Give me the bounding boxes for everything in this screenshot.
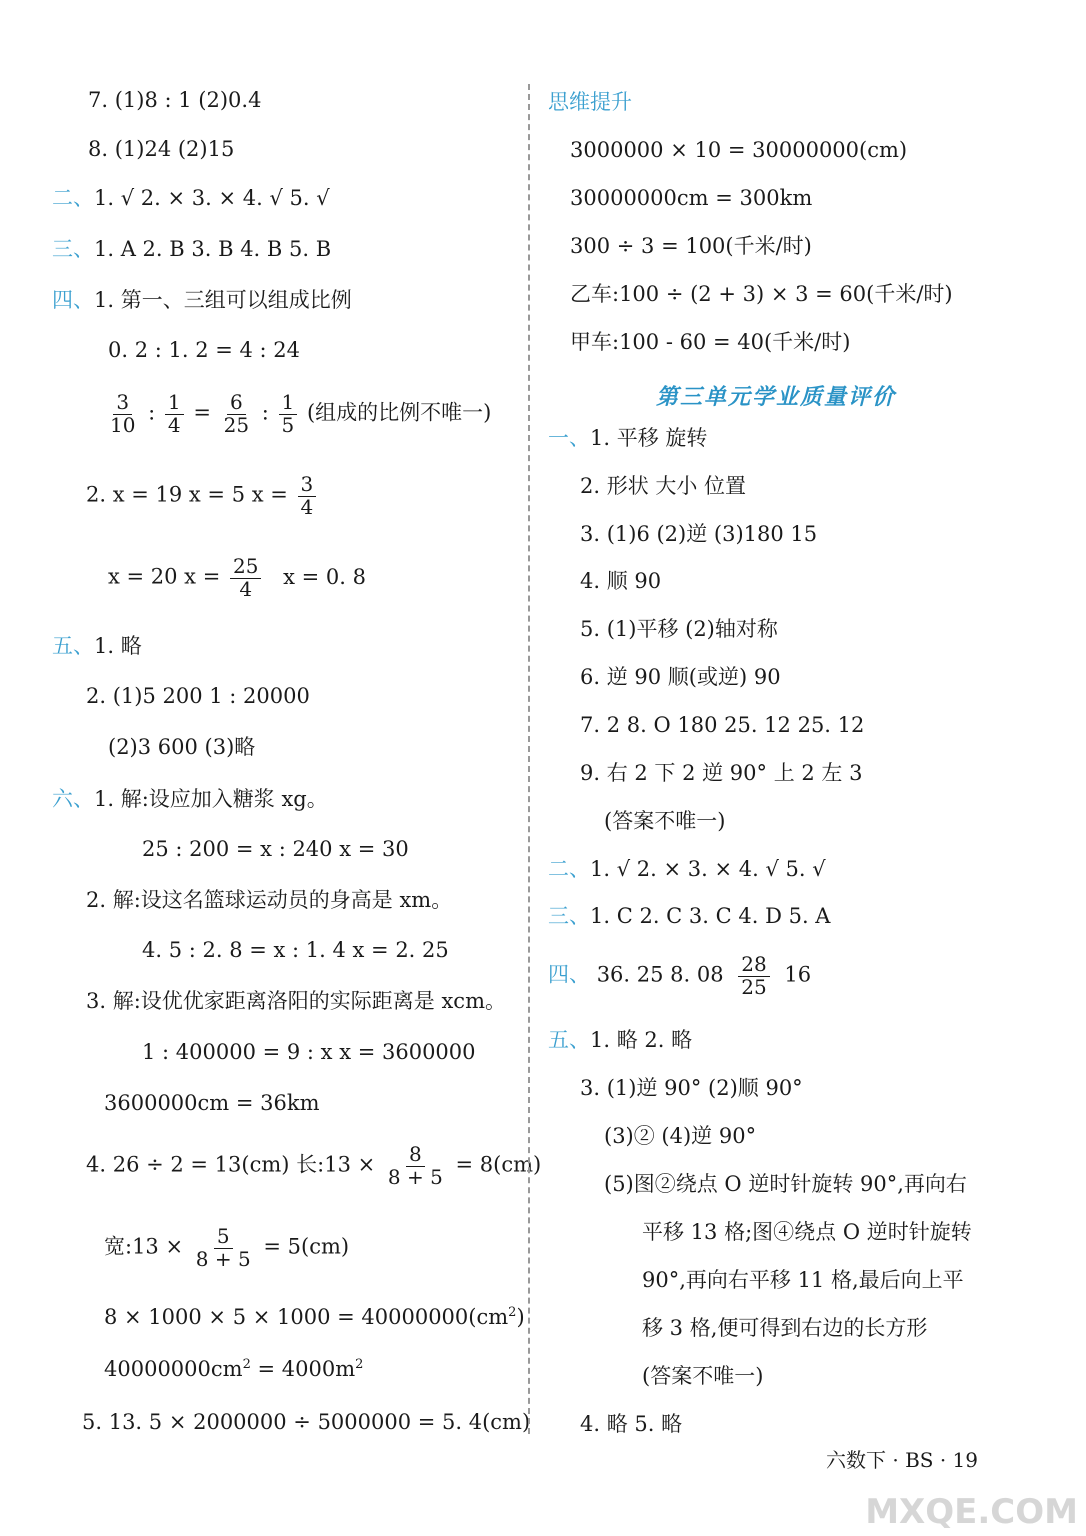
fraction-ratio-line: $\frac{3}{10}$ : $\frac{1}{4}$ = $\frac{6}{25}$ : $\frac{1}{5}$ (组成的比例不唯一) <box>104 392 491 436</box>
fraction: $\frac{1}{4}$ <box>165 392 184 436</box>
answer-line: 1 : 400000 = 9 : x x = 3600000 <box>142 1040 476 1064</box>
answer-line: 6. 逆 90 顺(或逆) 90 <box>580 665 781 689</box>
answer-line: (2)3 600 (3)略 <box>108 735 256 759</box>
answer-line: 7. (1)8 : 1 (2)0.4 <box>88 88 262 112</box>
fraction: $\frac{3}{4}$ <box>298 474 317 518</box>
answer-line: 3. (1)6 (2)逆 (3)180 15 <box>580 522 818 546</box>
answer-text: 1. C 2. C 3. C 4. D 5. A <box>590 904 831 928</box>
answer-line: $40000000cm^2 = 4000m^2$ <box>104 1357 364 1381</box>
answer-line: 平移 13 格;图④绕点 O 逆时针旋转 <box>642 1220 972 1244</box>
answer-line: $8 \times 1000 \times 5 \times 1000 = 40000000(cm^2)$ <box>104 1305 525 1329</box>
answer-text: 1. 解:设应加入糖浆 xg。 <box>94 787 328 811</box>
answer-line <box>52 288 352 313</box>
answer-line: 2. (1)5 200 1 : 20000 <box>86 684 310 708</box>
fraction-line: 四、 36. 25 8. 08 $\frac{28}{25}$ 16 <box>548 952 812 999</box>
section-label: 六、 <box>52 787 94 811</box>
fraction: $\frac{25}{4}$ <box>230 556 261 600</box>
answer-line: 2. 解:设这名篮球运动员的身高是 xm。 <box>86 888 453 912</box>
answer-line: (5)图②绕点 O 逆时针旋转 90°,再向右 <box>604 1172 967 1196</box>
answer-line <box>52 787 328 812</box>
fraction: $\frac{1}{5}$ <box>279 392 298 436</box>
answer-line: 300 ÷ 3 = 100(千米/时) <box>570 234 812 258</box>
answer-line: 移 3 格,便可得到右边的长方形 <box>642 1316 928 1340</box>
section-label: 五、 <box>52 634 94 658</box>
fraction: $\frac{5}{8 + 5}$ <box>195 1224 251 1271</box>
answer-line: 7. 2 8. O 180 25. 12 25. 12 <box>580 713 865 737</box>
answer-line: 2. 形状 大小 位置 <box>580 474 747 498</box>
section-label: 四、 <box>548 962 590 987</box>
answer-line: 9. 右 2 下 2 逆 90° 上 2 左 3 <box>580 761 863 785</box>
answer-line: (3)② (4)逆 90° <box>604 1124 757 1148</box>
section-label: 一、 <box>548 426 590 450</box>
answer-line <box>548 1028 692 1053</box>
answer-line: 5. 13. 5 × 2000000 ÷ 5000000 = 5. 4(cm) <box>82 1410 531 1434</box>
section-label: 四、 <box>52 288 94 312</box>
fraction-line: 4. 26 ÷ 2 = 13(cm) 长:13 × $\frac{8}{8 + 5}$ = 8(cm) <box>86 1142 542 1189</box>
answer-line: 90°,再向右平移 11 格,最后向上平 <box>642 1268 964 1292</box>
fraction: $\frac{3}{10}$ <box>110 390 136 437</box>
answer-line <box>548 426 707 451</box>
answer-text: 1. 第一、三组可以组成比例 <box>94 288 352 312</box>
answer-text: 1. 略 <box>94 634 142 658</box>
section-label: 二、 <box>548 857 590 881</box>
answer-text: 1. 略 2. 略 <box>590 1028 693 1052</box>
answer-line: 3000000 × 10 = 30000000(cm) <box>570 138 908 162</box>
answer-text: 1. 平移 旋转 <box>590 426 708 450</box>
fraction-line: 2. x = 19 x = 5 x = $\frac{3}{4}$ <box>86 474 319 518</box>
fraction: $\frac{8}{8 + 5}$ <box>387 1142 443 1189</box>
fraction: $\frac{28}{25}$ <box>738 954 769 998</box>
section-label: 思维提升 <box>548 90 632 114</box>
answer-line: 0. 2 : 1. 2 = 4 : 24 <box>108 338 301 362</box>
answer-line: 4. 5 : 2. 8 = x : 1. 4 x = 2. 25 <box>142 938 449 962</box>
answer-line <box>548 904 830 929</box>
answer-line: 8. (1)24 (2)15 <box>88 137 235 161</box>
fraction-line: x = 20 x = $\frac{25}{4}$ x = 0. 8 <box>108 554 367 601</box>
answer-line: 3. (1)逆 90° (2)顺 90° <box>580 1076 803 1100</box>
answer-text: 1. A 2. B 3. B 4. B 5. B <box>94 237 332 261</box>
unit-heading: 第三单元学业质量评价 <box>656 385 897 410</box>
answer-line: 4. 略 5. 略 <box>580 1412 683 1436</box>
answer-line: 4. 顺 90 <box>580 569 662 593</box>
answer-line: (答案不唯一) <box>604 809 726 833</box>
page-footer: 六数下 · BS · 19 <box>826 1448 978 1472</box>
answer-line <box>52 237 331 262</box>
answer-line: 30000000cm = 300km <box>570 186 813 210</box>
answer-text: 1. √ 2. × 3. × 4. √ 5. √ <box>94 186 330 210</box>
answer-line: 3600000cm = 36km <box>104 1091 320 1115</box>
answer-line: (答案不唯一) <box>642 1364 764 1388</box>
answer-line: 乙车:100 ÷ (2 + 3) × 3 = 60(千米/时) <box>570 282 953 306</box>
section-label: 三、 <box>52 237 94 261</box>
answer-text: 1. √ 2. × 3. × 4. √ 5. √ <box>590 857 826 881</box>
section-label: 二、 <box>52 186 94 210</box>
fraction-line: 宽:13 × $\frac{5}{8 + 5}$ = 5(cm) <box>104 1224 350 1271</box>
answer-line <box>52 186 330 211</box>
watermark-logo: MXQE.COM <box>865 1492 1078 1532</box>
answer-line: 甲车:100 - 60 = 40(千米/时) <box>570 330 851 354</box>
section-label: 五、 <box>548 1028 590 1052</box>
fraction: $\frac{6}{25}$ <box>223 390 250 437</box>
answer-line: 5. (1)平移 (2)轴对称 <box>580 617 778 641</box>
answer-line <box>52 634 142 659</box>
answer-line <box>548 857 826 882</box>
answer-line: 3. 解:设优优家距离洛阳的实际距离是 xcm。 <box>86 989 506 1013</box>
answer-line: 25 : 200 = x : 240 x = 30 <box>142 837 409 861</box>
column-divider <box>528 84 530 1434</box>
section-label: 三、 <box>548 904 590 928</box>
answer-text: (组成的比例不唯一) <box>306 400 492 425</box>
